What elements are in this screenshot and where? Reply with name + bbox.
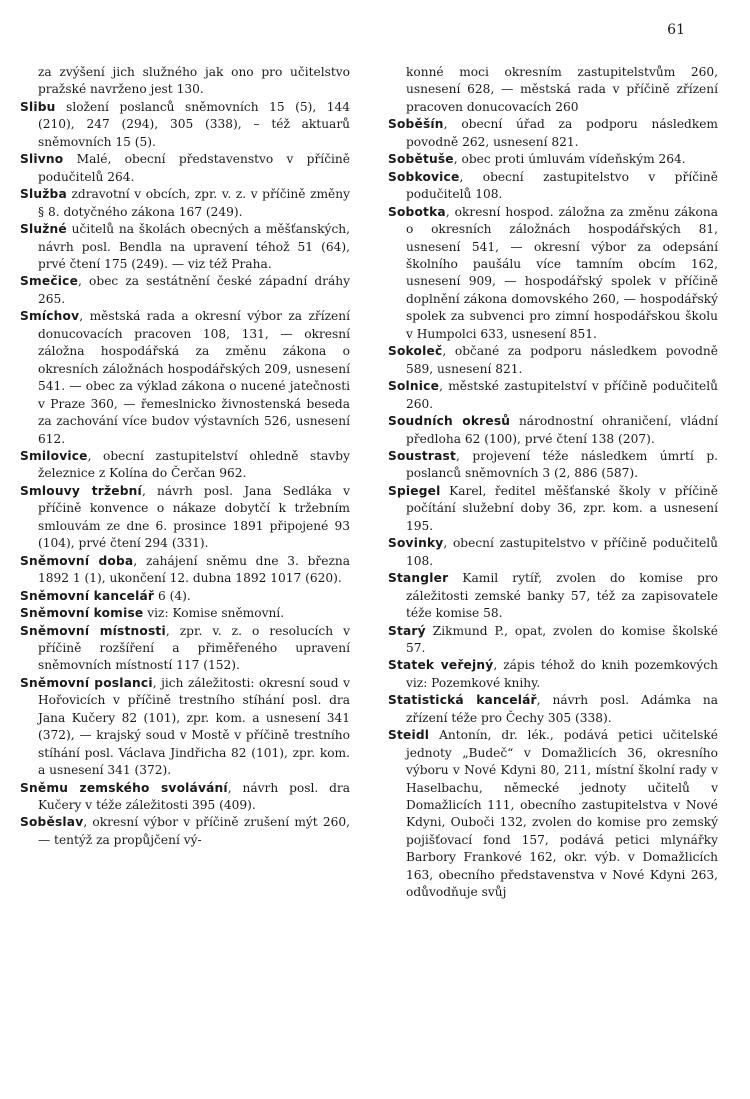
index-entry-text: , projevení téže následkem úmrtí p. poslanců sněmovních 3 (2, 886 (587). bbox=[406, 448, 718, 481]
index-entry bbox=[388, 727, 718, 902]
index-term: Služba bbox=[20, 187, 67, 202]
index-entry bbox=[20, 588, 350, 605]
index-entry bbox=[388, 204, 718, 344]
index-entry-text: složení poslanců sněmovních 15 (5), 144 (210), 247 (294), 305 (338), – též aktuarů sněmovních 15 (5). bbox=[38, 99, 350, 149]
index-term: Smlouvy tržební bbox=[20, 483, 142, 498]
index-entry bbox=[20, 64, 350, 99]
index-entry-text: , obecní zastupitelstvo v příčině podučitelů 108. bbox=[406, 536, 718, 568]
index-entry bbox=[20, 483, 350, 553]
index-entry-text: , okresní výbor v příčině zrušení mýt 260, — tentýž za propůjčení vý- bbox=[38, 815, 350, 847]
index-entry bbox=[20, 814, 350, 849]
index-entry-text: , zpr. v. z. o resolucích v příčině rozšíření a přiměřeného upravení sněmovních místností 117 (152). bbox=[38, 623, 350, 673]
index-entry-text: , občané za podporu následkem povodně 589, usnesení 821. bbox=[406, 344, 718, 376]
index-entry-text: , obecní zastupitelství ohledně stavby železnice z Kolína do Čerčan 962. bbox=[38, 448, 350, 481]
index-term: Sněmovní komise bbox=[20, 606, 144, 621]
index-entry-text: , návrh posl. Jana Sedláka v příčině konvence o nákaze dobytčí k tržebním smlouvám ze dne 6. prosince 1891 připojené 93 (104), prvé čtení 294 (331). bbox=[38, 483, 350, 551]
index-entry bbox=[20, 221, 350, 273]
index-entry-text: , zápis téhož do knih pozemkových viz: Pozemkové knihy. bbox=[406, 658, 718, 690]
index-entry-text: národnostní ohraničení, vládní předloha 62 (100), prvé čtení 138 (207). bbox=[406, 414, 718, 446]
index-term: Soudních okresů bbox=[388, 414, 511, 429]
index-entry bbox=[388, 623, 718, 658]
index-entry-text: , obec za sestátnění české západní dráhy 265. bbox=[38, 274, 350, 306]
right-column bbox=[388, 64, 718, 902]
index-entry-text: Zikmund P., opat, zvolen do komise školské 57. bbox=[406, 623, 718, 655]
index-term: Soustrast bbox=[388, 448, 457, 463]
index-term: Smilovice bbox=[20, 448, 88, 463]
index-entry bbox=[388, 343, 718, 378]
index-term: Sněmovní kancelář bbox=[20, 588, 155, 603]
index-term: Soběšín bbox=[388, 117, 444, 132]
index-entry-text: zdravotní v obcích, zpr. v. z. v příčině změny § 8. dotyčného zákona 167 (249). bbox=[38, 187, 350, 219]
index-entry bbox=[388, 169, 718, 204]
index-entry-text: Karel, ředitel měšťanské školy v příčině počítání služební doby 36, zpr. kom. a usnesení 195. bbox=[406, 483, 718, 533]
index-term: Starý bbox=[388, 623, 426, 638]
index-term: Sněmovní poslanci bbox=[20, 675, 153, 690]
index-entry bbox=[20, 780, 350, 815]
index-term: Solnice bbox=[388, 379, 440, 394]
index-entry bbox=[20, 675, 350, 780]
index-entry-text: , obecní zastupitelstvo v příčině podučitelů 108. bbox=[406, 169, 718, 202]
index-entry-text: Antonín, dr. lék., podává petici učitelské jednoty „Budeč“ v Domažlicích 36, okresního výboru v Nové Kdyni 80, 211, místní školní rady v Haselbachu, německé jednoty učitelů v Domažlicích 111, obecního zastupitelstva v Nové Kdyni, Ouboči 132, zvolen do komise pro zemský pojišťovací fond 157, podává petici mlynářky Barbory Frankové 162, okr. výb. v Domažlicích 163, obecního představenstva v Nové Kdyni 263, odůvodňuje svůj bbox=[406, 728, 718, 900]
index-term: Soběslav bbox=[20, 815, 84, 830]
index-entry bbox=[388, 657, 718, 692]
index-entry bbox=[20, 273, 350, 308]
index-term: Sněmovní doba bbox=[20, 553, 134, 568]
index-term: Sobětuše bbox=[388, 152, 454, 167]
index-entry bbox=[20, 186, 350, 221]
index-entry bbox=[20, 623, 350, 675]
index-entry bbox=[388, 413, 718, 448]
index-entry bbox=[20, 99, 350, 151]
index-term: Spiegel bbox=[388, 483, 441, 498]
index-entry-text: , městské zastupitelství v příčině podučitelů 260. bbox=[406, 379, 718, 411]
index-term: Steidl bbox=[388, 728, 430, 743]
index-term: Služné bbox=[20, 222, 67, 237]
index-entry bbox=[388, 535, 718, 570]
index-term: Smečice bbox=[20, 274, 79, 289]
index-term: Slibu bbox=[20, 99, 56, 114]
index-term: Sněmu zemského svolávání bbox=[20, 780, 228, 795]
index-entry bbox=[388, 116, 718, 151]
index-term: Sněmovní místnosti bbox=[20, 623, 166, 638]
index-entry-text: , jich záležitosti: okresní soud v Hořovicích v příčině trestního stíhání posl. dra Jana Kučery 82 (101), zpr. kom. a usnesení 341 (372), — krajský soud v Mostě v příčině trestního stíhání posl. Václava Jindřicha 82 (101), zpr. kom. a usnesení 341 (372). bbox=[38, 675, 350, 778]
left-column bbox=[20, 64, 350, 849]
index-entry bbox=[388, 483, 718, 535]
index-entry bbox=[20, 605, 350, 622]
index-entry bbox=[388, 570, 718, 622]
index-entry bbox=[388, 64, 718, 116]
index-entry-text: 6 (4). bbox=[154, 588, 191, 603]
index-term: Sobkovice bbox=[388, 169, 460, 184]
index-entry bbox=[20, 151, 350, 186]
index-entry bbox=[388, 692, 718, 727]
index-term: Sokoleč bbox=[388, 344, 443, 359]
index-entry bbox=[388, 151, 718, 168]
index-entry-text: Kamil rytíř, zvolen do komise pro záležitosti zemské banky 57, též za zapisovatele téže komise 58. bbox=[406, 571, 718, 621]
index-entry-text: konné moci okresním zastupitelstvům 260, usnesení 628, — městská rada v příčině zřízení pracoven donucovacích 260 bbox=[406, 65, 718, 114]
index-entry-text: , městská rada a okresní výbor za zřízení donucovacích pracoven 108, 131, — okresní záložna hospodářská za změnu zákona o okresních záložnách hospodářských 209, usnesení 541. — obec za výklad zákona o nucené jatečnosti v Praze 360, — řemeslnicko živnostenská beseda za zachování více budov výstavních 526, usnesení 612. bbox=[38, 309, 350, 446]
index-entry-text: viz: Komise sněmovní. bbox=[143, 606, 285, 621]
index-entry-text: učitelů na školách obecných a měšťanských, návrh posl. Bendla na upravení téhož 51 (64), prvé čtení 175 (249). — viz též Praha. bbox=[38, 222, 350, 271]
index-entry-text: , návrh posl. dra Kučery v téže záležitosti 395 (409). bbox=[38, 780, 350, 813]
index-term: Statistická kancelář bbox=[388, 693, 537, 708]
index-term: Statek veřejný bbox=[388, 658, 494, 673]
index-entry-text: , obec proti úmluvám vídeňským 264. bbox=[453, 152, 686, 167]
index-entry-text: , okresní hospod. záložna za změnu zákona o okresních záložnách hospodářských 81, usnesení 541, — okresní výbor za odepsání školního paušálu více tamním obcím 162, usnesení 909, — hospodářský spolek v příčině doplnění zákona domovského 260, — hospodářský spolek za subvenci pro zimní hospodářskou školu v Humpolci 633, usnesení 851. bbox=[406, 204, 718, 341]
index-entry bbox=[20, 308, 350, 448]
index-entry bbox=[388, 378, 718, 413]
index-term: Smíchov bbox=[20, 309, 80, 324]
index-entry-text: , obecní úřad za podporu následkem povodně 262, usnesení 821. bbox=[406, 117, 718, 149]
index-entry-text: , návrh posl. Adámka na zřízení téže pro Čechy 305 (338). bbox=[406, 693, 719, 725]
index-term: Slivno bbox=[20, 152, 64, 167]
page-number: 61 bbox=[667, 22, 685, 38]
index-entry-text: Malé, obecní představenstvo v příčině podučitelů 264. bbox=[38, 152, 350, 184]
index-entry bbox=[388, 448, 718, 483]
index-entry bbox=[20, 448, 350, 483]
index-term: Sobotka bbox=[388, 204, 446, 219]
index-entry bbox=[20, 553, 350, 588]
index-term: Stangler bbox=[388, 571, 449, 586]
index-entry-text: , zahájení sněmu dne 3. března 1892 1 (1), ukončení 12. dubna 1892 1017 (620). bbox=[38, 553, 350, 586]
index-term: Sovinky bbox=[388, 536, 444, 551]
index-entry-text: za zvýšení jich služného jak ono pro učitelstvo pražské navrženo jest 130. bbox=[38, 65, 350, 97]
